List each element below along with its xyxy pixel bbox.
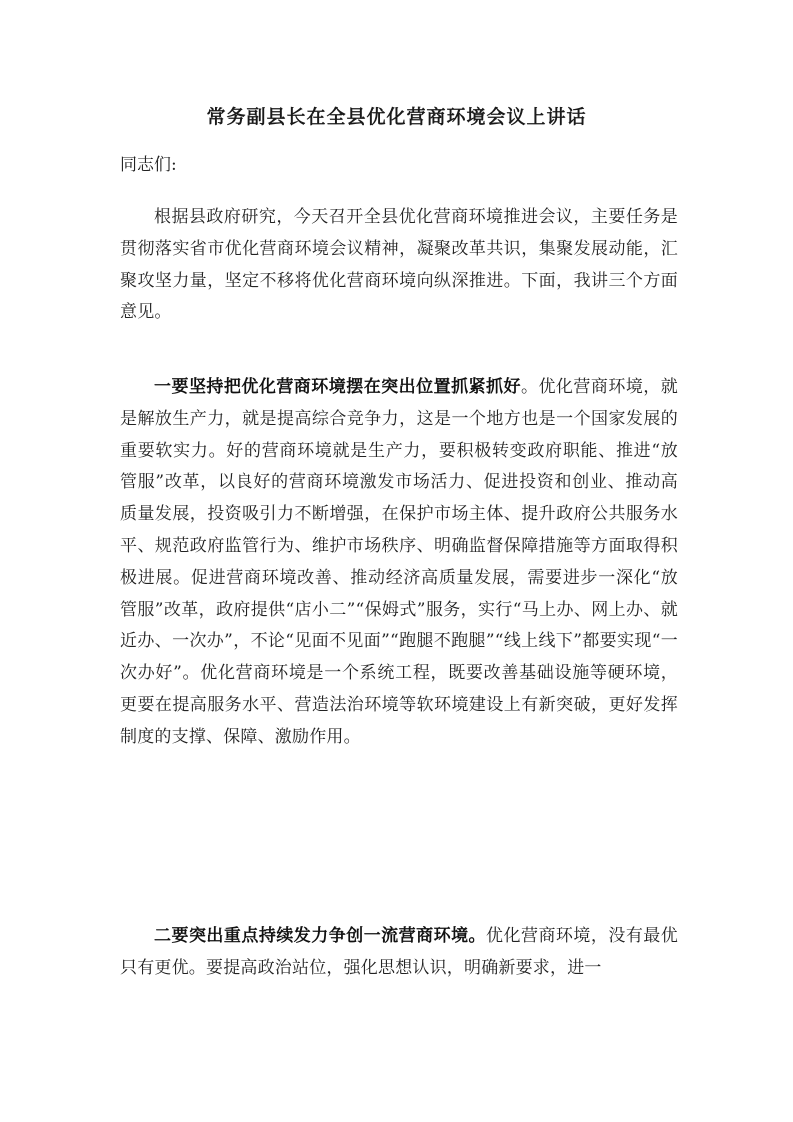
document-title: 常务副县长在全县优化营商环境会议上讲话 xyxy=(206,106,587,128)
paragraph-lead: 一要坚持把优化营商环境摆在突出位置抓紧抓好 xyxy=(154,377,521,397)
paragraph-intro xyxy=(120,202,678,329)
paragraph-text: 根据县政府研究，今天召开全县优化营商环境推进会议，主要任务是贯彻落实省市优化营商环境会议精神，凝聚改革共识，集聚发展动能，汇聚攻坚力量，坚定不移将优化营商环境向纵深推进。下面，我讲三个方面意见。 xyxy=(120,207,678,323)
paragraph-text: 优化营商环境，没有最优只有更优。要提高政治站位，强化思想认识，明确新要求，进一 xyxy=(120,926,678,978)
salutation: 同志们: xyxy=(120,155,177,175)
paragraph-lead: 二要突出重点持续发力争创一流营商环境。 xyxy=(154,926,487,946)
paragraph-text: 。优化营商环境，就是解放生产力，就是提高综合竞争力，这是一个地方也是一个国家发展的重要软实力。好的营商环境就是生产力，要积极转变政府职能、推进“放管服”改革，以良好的营商环境激发市场活力、促进投资和创业、推动高质量发展，投资吸引力不断增强，在保护市场主体、提升政府公共服务水平、规范政府监管行为、维护市场秩序、明确监督保障措施等方面取得积极进展。促进营商环境改善、推动经济高质量发展，需要进步一深化“放管服”改革，政府提供“店小二”“保姆式”服务，实行“马上办、网上办、就近办、一次办”，不论“见面不见面”“跑腿不跑腿”“线上线下”都要实现“一次办好”。优化营商环境是一个系统工程，既要改善基础设施等硬环境，更要在提高服务水平、营造法治环境等软环境建设上有新突破，更好发挥制度的支撑、保障、激励作用。 xyxy=(120,377,678,747)
paragraph-point-one xyxy=(120,372,678,754)
paragraph-point-two xyxy=(120,921,678,985)
